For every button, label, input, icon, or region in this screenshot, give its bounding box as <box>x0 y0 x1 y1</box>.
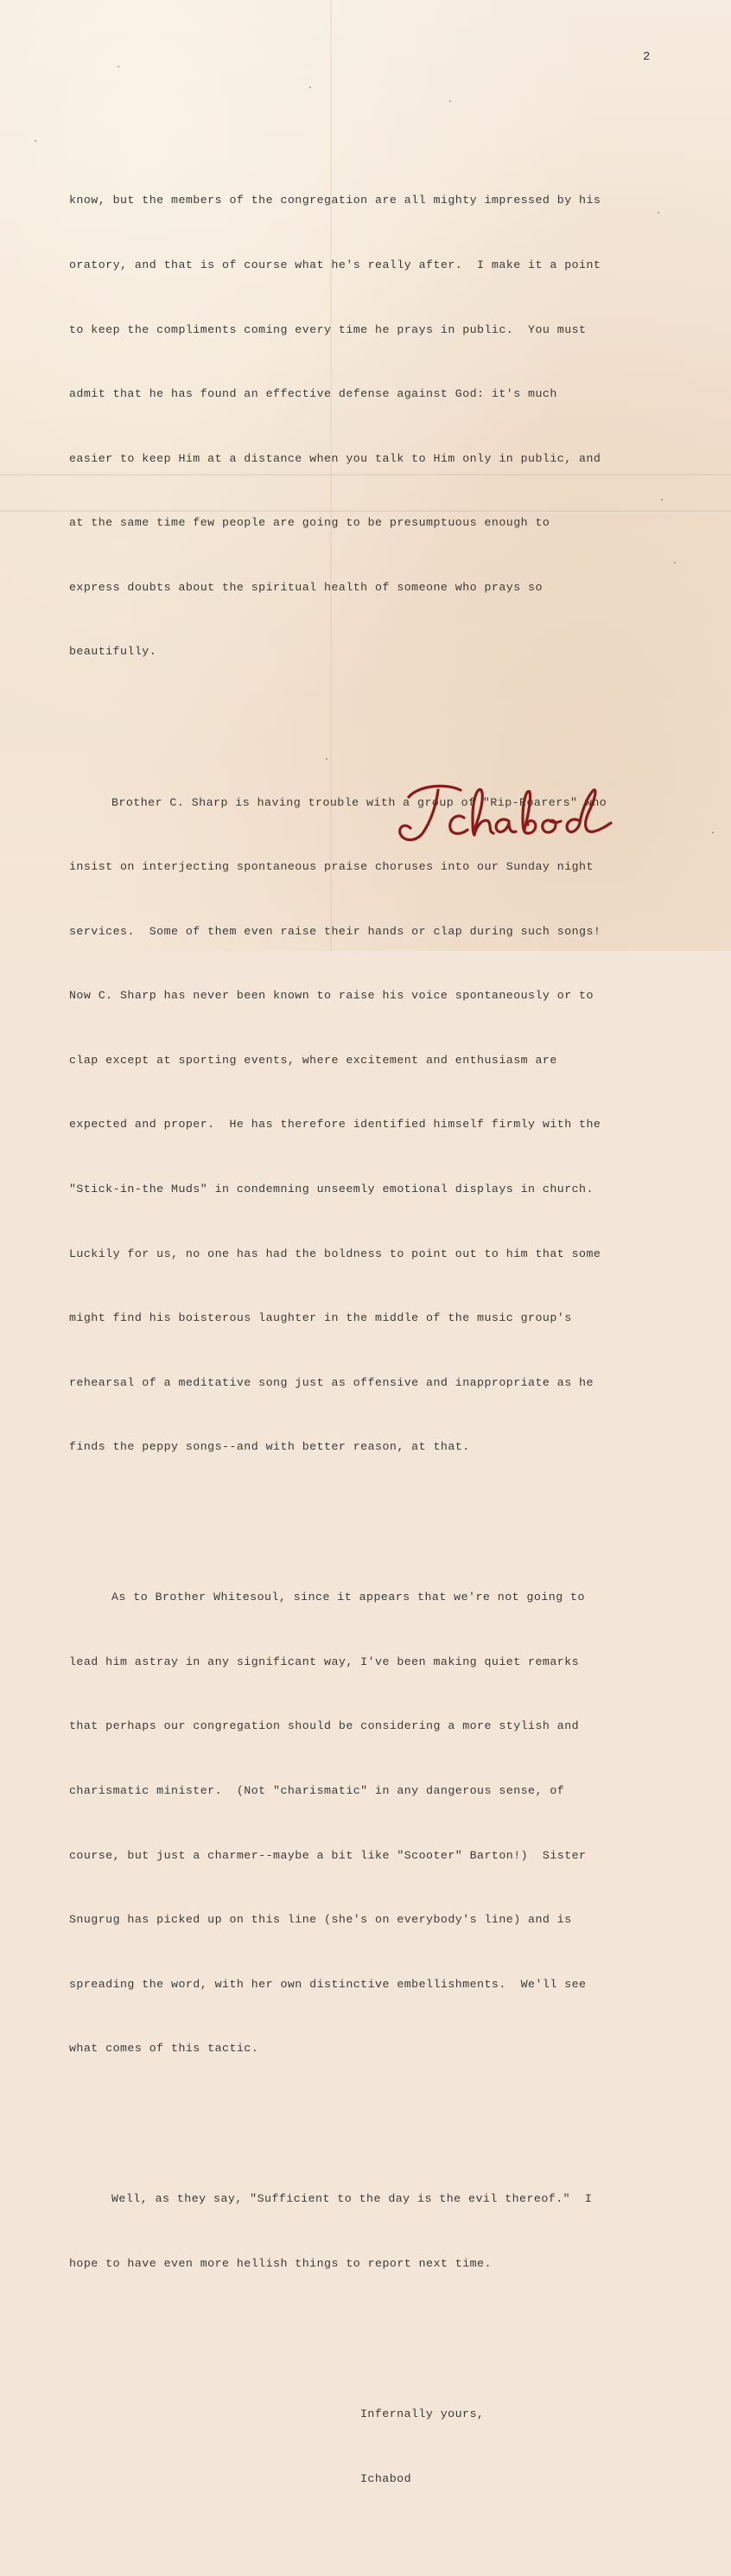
text-line: charismatic minister. (Not "charismatic" in any dangerous sense, of <box>69 1784 565 1798</box>
text-line: rehearsal of a meditative song just as offensive and inappropriate as he <box>69 1375 594 1389</box>
text-line: finds the peppy songs--and with better reason, at that. <box>69 1440 470 1454</box>
paper-speck <box>309 86 311 88</box>
page-number: 2 <box>643 50 651 64</box>
text-line: that perhaps our congregation should be considering a more stylish and <box>69 1719 580 1733</box>
text-line: admit that he has found an effective defense against God: it's much <box>69 387 557 401</box>
text-line: "Stick-in-the Muds" in condemning unseemly emotional displays in church. <box>69 1182 594 1196</box>
paper-speck <box>35 140 36 142</box>
paragraph-2 <box>69 749 674 1502</box>
valediction: Infernally yours, <box>360 2407 485 2420</box>
text-line: express doubts about the spiritual health of someone who prays so <box>69 580 543 594</box>
paper-speck <box>674 562 676 564</box>
paragraph-4 <box>69 2146 674 2318</box>
text-line: might find his boisterous laughter in the middle of the music group's <box>69 1311 572 1325</box>
text-line: beautifully. <box>69 645 157 659</box>
text-line: As to Brother Whitesoul, since it appears that we're not going to <box>111 1591 585 1604</box>
text-line: oratory, and that is of course what he's really after. I make it a point <box>69 258 601 272</box>
paragraph-1 <box>69 148 674 706</box>
text-line: easier to keep Him at a distance when you talk to Him only in public, and <box>69 451 601 465</box>
text-line: expected and proper. He has therefore identified himself firmly with the <box>69 1118 601 1132</box>
text-line: lead him astray in any significant way, I've been making quiet remarks <box>69 1655 580 1668</box>
handwritten-signature <box>393 778 618 856</box>
closing-block <box>69 2361 674 2533</box>
text-line: Luckily for us, no one has had the boldness to point out to him that some <box>69 1247 601 1260</box>
letter-body <box>69 105 674 2576</box>
text-line: clap except at sporting events, where excitement and enthusiasm are <box>69 1053 557 1067</box>
text-line: hope to have even more hellish things to report next time. <box>69 2256 492 2270</box>
text-line: insist on interjecting spontaneous praise choruses into our Sunday night <box>69 860 594 874</box>
text-line: services. Some of them even raise their hands or clap during such songs! <box>69 924 601 938</box>
text-line: Brother C. Sharp is having trouble with a group of "Rip-Roarers" who <box>111 795 607 809</box>
text-line: know, but the members of the congregation are all mighty impressed by his <box>69 194 601 207</box>
text-line: Snugrug has picked up on this line (she's on everybody's line) and is <box>69 1913 572 1927</box>
text-line: what comes of this tactic. <box>69 2042 259 2056</box>
paper-speck <box>118 66 119 67</box>
paragraph-3 <box>69 1545 674 2103</box>
text-line: Well, as they say, "Sufficient to the day is the evil thereof." I <box>111 2192 593 2206</box>
paper-speck <box>712 832 714 833</box>
typed-signature-name: Ichabod <box>360 2471 412 2485</box>
text-line: spreading the word, with her own distinctive embellishments. We'll see <box>69 1977 587 1991</box>
text-line: course, but just a charmer--maybe a bit like "Scooter" Barton!) Sister <box>69 1848 587 1862</box>
text-line: at the same time few people are going to be presumptuous enough to <box>69 516 550 530</box>
paper-speck <box>449 100 451 102</box>
text-line: to keep the compliments coming every time he prays in public. You must <box>69 322 587 336</box>
text-line: Now C. Sharp has never been known to raise his voice spontaneously or to <box>69 989 594 1003</box>
